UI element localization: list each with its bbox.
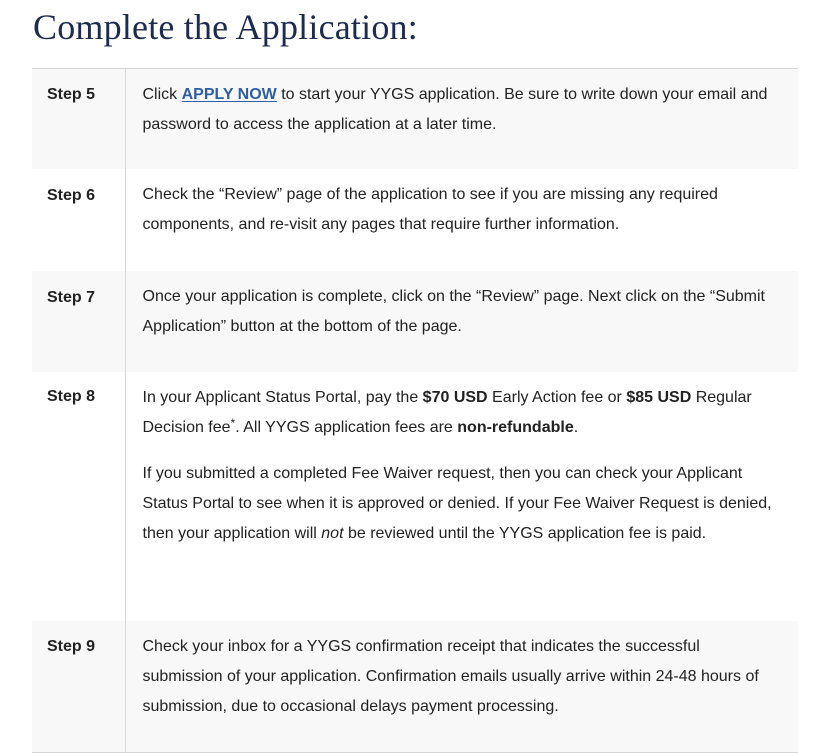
fee-waiver-paragraph xyxy=(143,459,785,549)
step-row-6 xyxy=(32,169,798,271)
step-row-5 xyxy=(32,69,798,170)
apply-now-link[interactable]: APPLY NOW xyxy=(181,86,277,103)
step-body xyxy=(125,69,798,170)
fee-text: In your Applicant Status Portal, pay the xyxy=(142,389,423,406)
fee-paragraph xyxy=(143,383,785,443)
step-label: Step 6 xyxy=(32,169,125,271)
step-row-8 xyxy=(32,372,798,621)
fee-text: . xyxy=(573,419,579,436)
steps-table xyxy=(32,68,798,753)
fee-text: Regular Decision fee xyxy=(142,389,752,436)
waiver-text: be reviewed until the YYGS application fee is paid. xyxy=(343,525,707,542)
footnote-asterisk: * xyxy=(230,416,236,430)
step-row-7 xyxy=(32,271,798,372)
step-body: Check your inbox for a YYGS confirmation receipt that indicates the successful submission of your application. Confirmation emails usually arrive within 24-48 hours of submission, due to occasional delays payment processing. xyxy=(125,621,798,753)
step-label: Step 9 xyxy=(32,621,125,753)
waiver-text: If you submitted a completed Fee Waiver request, then you can check your Applicant Status Portal to see when it is approved or denied. If your Fee Waiver Request is denied, then your application will xyxy=(142,465,772,542)
step-body: Check the “Review” page of the application to see if you are missing any required components, and re-visit any pages that require further information. xyxy=(142,186,718,233)
step-label: Step 7 xyxy=(32,271,125,372)
step-5-text-post: to start your YYGS application. Be sure to write down your email and password to access the application at a later time. xyxy=(142,86,768,133)
step-body xyxy=(125,372,798,621)
fee-text: . All YYGS application fees are xyxy=(235,419,458,436)
emphasis-not: not xyxy=(321,525,344,542)
page-title: Complete the Application: xyxy=(33,7,418,47)
regular-decision-fee: $85 USD xyxy=(626,389,692,406)
step-body: Once your application is complete, click on the “Review” page. Next click on the “Submit Application” button at the bottom of the page. xyxy=(125,271,798,372)
step-label: Step 8 xyxy=(32,372,125,621)
step-label: Step 5 xyxy=(32,69,125,170)
early-action-fee: $70 USD xyxy=(422,389,488,406)
fee-text: Early Action fee or xyxy=(487,389,627,406)
step-row-9 xyxy=(32,621,798,753)
non-refundable-text: non-refundable xyxy=(457,419,574,436)
step-5-text-pre: Click xyxy=(142,86,182,103)
